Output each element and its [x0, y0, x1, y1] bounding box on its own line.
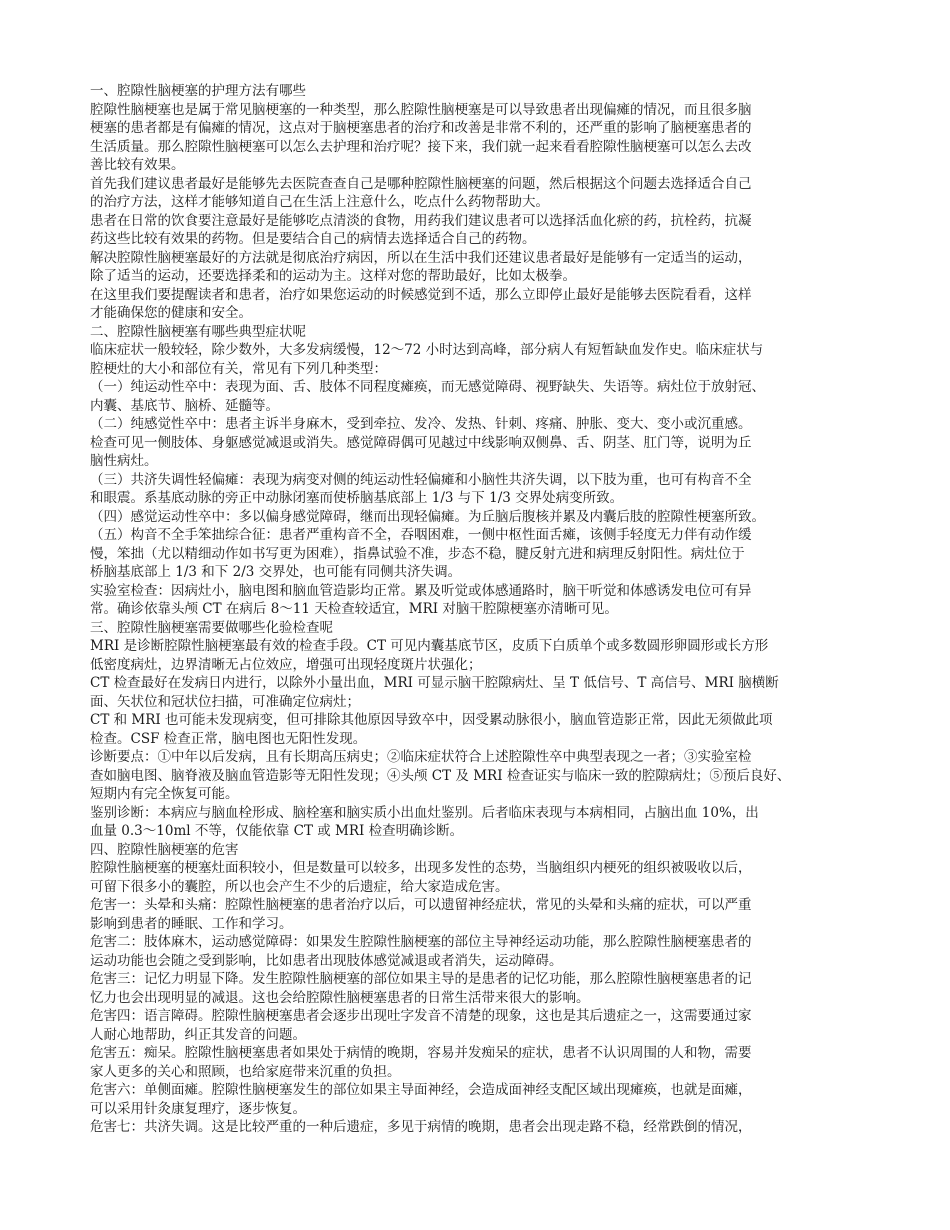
paragraph: CT 和 MRI 也可能未发现病变，但可排除其他原因导致卒中，因受累动脉很小，脑血管造影正常，因此无须做此项 检查。CSF 检查正常，脑电图也无阳性发现。: [90, 712, 773, 747]
paragraph: （二）纯感觉性卒中：患者主诉半身麻木，受到牵拉、发冷、发热、针刺、疼痛、肿胀、变大、变小或沉重感。 检查可见一侧肢体、身躯感觉减退或消失。感觉障碍偶可见越过中线影响双侧鼻、舌、阴茎、肛门等，说明为丘 脑性病灶。: [90, 416, 752, 469]
paragraph: （四）感觉运动性卒中：多以偏身感觉障碍，继而出现轻偏瘫。为丘脑后腹核并累及内囊后肢的腔隙性梗塞所致。: [90, 508, 765, 525]
paragraph: 危害一：头晕和头痛：腔隙性脑梗塞的患者治疗以后，可以遗留神经症状，常见的头晕和头痛的症状，可以严重 影响到患者的睡眠、工作和学习。: [90, 897, 752, 932]
paragraph: 在这里我们要提醒读者和患者，治疗如果您运动的时候感觉到不适，那么立即停止最好是能够去医院看看，这样 才能确保您的健康和安全。: [90, 286, 752, 321]
paragraph: CT 检查最好在发病日内进行，以除外小量出血，MRI 可显示脑干腔隙病灶、呈 T 低信号、T 高信号、MRI 脑横断 面、矢状位和冠状位扫描，可准确定位病灶；: [90, 675, 779, 710]
paragraph: 实验室检查：因病灶小，脑电图和脑血管造影均正常。累及听觉或体感通路时，脑干听觉和体感诱发电位可有异 常。确诊依靠头颅 CT 在病后 8～11 天检查较适宜，MRI 对脑干腔隙梗塞亦清晰可见。: [90, 582, 752, 617]
paragraph: （三）共济失调性轻偏瘫：表现为病变对侧的纯运动性轻偏瘫和小脑性共济失调，以下肢为重，也可有构音不全 和眼震。系基底动脉的旁正中动脉闭塞而使桥脑基底部上 1/3 与下 1/3 交界处病变所致。: [90, 471, 752, 506]
paragraph: 首先我们建议患者最好是能够先去医院查查自己是哪种腔隙性脑梗塞的问题，然后根据这个问题去选择适合自己 的治疗方法，这样才能够知道自己在生活上注意什么，吃点什么药物帮助大。: [90, 175, 752, 210]
paragraph: 腔隙性脑梗塞也是属于常见脑梗塞的一种类型，那么腔隙性脑梗塞是可以导致患者出现偏瘫的情况，而且很多脑 梗塞的患者都是有偏瘫的情况，这点对于脑梗塞患者的治疗和改善是非常不利的，还严重的影响了脑梗塞患者的 生活质量。那么腔隙性脑梗塞可以怎么去护理和治疗呢？接下来，我们就一起来看看腔隙性脑梗塞可以怎么去改 善比较有效果。: [90, 101, 752, 173]
paragraph: 危害五：痴呆。腔隙性脑梗塞患者如果处于病情的晚期，容易并发痴呆的症状，患者不认识周围的人和物，需要 家人更多的关心和照顾，也给家庭带来沉重的负担。: [90, 1045, 752, 1080]
paragraph: 危害七：共济失调。这是比较严重的一种后遗症，多见于病情的晚期，患者会出现走路不稳，经常跌倒的情况，: [90, 1119, 752, 1135]
paragraph: 危害三：记忆力明显下降。发生腔隙性脑梗塞的部位如果主导的是患者的记忆功能，那么腔隙性脑梗塞患者的记 忆力也会出现明显的减退。这也会给腔隙性脑梗塞患者的日常生活带来很大的影响。: [90, 971, 752, 1006]
paragraph: MRI 是诊断腔隙性脑梗塞最有效的检查手段。CT 可见内囊基底节区，皮质下白质单个或多数圆形卵圆形或长方形 低密度病灶，边界清晰无占位效应，增强可出现轻度斑片状强化；: [90, 638, 769, 673]
paragraph: 鉴别诊断：本病应与脑血栓形成、脑栓塞和脑实质小出血灶鉴别。后者临床表现与本病相同，占脑出血 10%，出 血量 0.3～10ml 不等，仅能依靠 CT 或 MRI 检查明确诊断。: [90, 804, 759, 839]
paragraph: （一）纯运动性卒中：表现为面、舌、肢体不同程度瘫痪，而无感觉障碍、视野缺失、失语等。病灶位于放射冠、 内囊、基底节、脑桥、延髓等。: [90, 379, 765, 414]
section-heading: 二、腔隙性脑梗塞有哪些典型症状呢: [90, 323, 306, 340]
paragraph: 解决腔隙性脑梗塞最好的方法就是彻底治疗病因，所以在生活中我们还建议患者最好是能够有一定适当的运动， 除了适当的运动，还要选择柔和的运动为主。这样对您的帮助最好，比如太极拳。: [90, 249, 752, 284]
section-heading: 三、腔隙性脑梗塞需要做哪些化验检查呢: [90, 619, 333, 636]
paragraph: 危害六：单侧面瘫。腔隙性脑梗塞发生的部位如果主导面神经，会造成面神经支配区域出现瘫痪，也就是面瘫， 可以采用针灸康复理疗，逐步恢复。: [90, 1082, 752, 1117]
paragraph: （五）构音不全手笨拙综合征：患者严重构音不全，吞咽困难，一侧中枢性面舌瘫，该侧手轻度无力伴有动作缓 慢，笨拙（尤以精细动作如书写更为困难），指鼻试验不准，步态不稳，腱反射亢进和病理反射阳性。病灶位于 桥脑基底部上 1/3 和下 2/3 交界处，也可能有同侧共济失调。: [90, 527, 752, 580]
paragraph: 临床症状一般较轻，除少数外，大多发病缓慢，12～72 小时达到高峰，部分病人有短暂缺血发作史。临床症状与 腔梗灶的大小和部位有关，常见有下列几种类型：: [90, 342, 764, 377]
paragraph: 诊断要点：①中年以后发病，且有长期高压病史；②临床症状符合上述腔隙性卒中典型表现之一者；③实验室检 查如脑电图、脑脊液及脑血管造影等无阳性发现；④头颅 CT 及 MRI 检查证实与临床一致的腔隙病灶；⑤预后良好、 短期内有完全恢复可能。: [90, 749, 791, 802]
paragraph: 危害四：语言障碍。腔隙性脑梗塞患者会逐步出现吐字发音不清楚的现象，这也是其后遗症之一，这需要通过家 人耐心地帮助，纠正其发音的问题。: [90, 1008, 752, 1043]
paragraph: 患者在日常的饮食要注意最好是能够吃点清淡的食物，用药我们建议患者可以选择活血化瘀的药，抗栓药，抗凝 药这些比较有效果的药物。但是要结合自己的病情去选择适合自己的药物。: [90, 212, 752, 247]
section-heading: 四、腔隙性脑梗塞的危害: [90, 841, 239, 858]
section-heading: 一、腔隙性脑梗塞的护理方法有哪些: [90, 83, 306, 99]
paragraph: 腔隙性脑梗塞的梗塞灶面积较小，但是数量可以较多，出现多发性的态势，当脑组织内梗死的组织被吸收以后， 可留下很多小的囊腔，所以也会产生不少的后遗症，给大家造成危害。: [90, 860, 752, 895]
paragraph: 危害二：肢体麻木，运动感觉障碍：如果发生腔隙性脑梗塞的部位主导神经运动功能，那么腔隙性脑梗塞患者的 运动功能也会随之受到影响，比如患者出现肢体感觉减退或者消失，运动障碍。: [90, 934, 752, 969]
